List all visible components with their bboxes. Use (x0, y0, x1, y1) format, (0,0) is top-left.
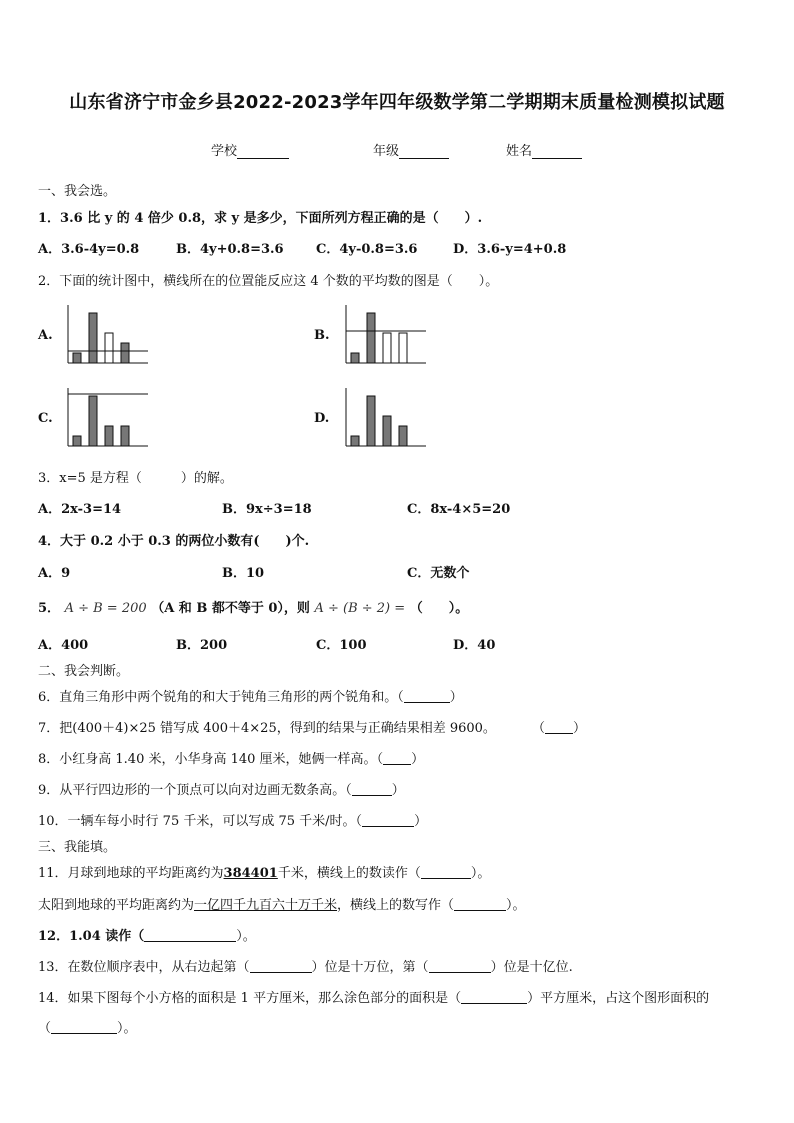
school-blank[interactable] (237, 144, 289, 159)
section-heading-3: 三、我能填。 (38, 840, 117, 855)
bar (105, 426, 113, 446)
q8-paren-close: ） (411, 752, 425, 767)
chart-option-b (340, 305, 430, 367)
q11-number: 384401 (223, 866, 278, 881)
chart-option-d (340, 388, 430, 450)
q2-label-a[interactable]: A. (38, 328, 53, 343)
bar (73, 436, 81, 446)
q11-answer-blank-1[interactable] (421, 865, 471, 879)
q1-option-c[interactable]: C．4y-0.8=3.6 (316, 242, 418, 257)
question-12 (38, 925, 256, 944)
q14-text-4: ）。 (117, 1021, 137, 1036)
q7-paren-open: （ (531, 721, 545, 736)
q9-paren-open: （ (345, 783, 352, 798)
q11-text-1: 11．月球到地球的平均距离约为 (38, 866, 224, 881)
bar (399, 426, 407, 446)
name-label: 姓名 (506, 144, 533, 159)
bar (383, 416, 391, 446)
q10-answer-blank[interactable] (362, 813, 414, 827)
q8-paren-open: （ (376, 752, 384, 767)
q11-words: 一亿四千九百六十万千米 (194, 898, 338, 913)
question-14 (38, 987, 709, 1006)
page-title: 山东省济宁市金乡县2022-2023学年四年级数学第二学期期末质量检测模拟试题 (69, 92, 725, 113)
question-8 (38, 748, 424, 767)
q3-option-a[interactable]: A．2x-3=14 (38, 502, 122, 517)
question-2: 2．下面的统计图中，横线所在的位置能反应这 4 个数的平均数的图是（ ）。 (38, 274, 499, 289)
q13-text-3: ）位是十亿位. (490, 960, 573, 975)
q13-text-1: 13．在数位顺序表中，从右边起第（ (38, 960, 250, 975)
bar (121, 426, 129, 446)
name-blank[interactable] (532, 144, 582, 159)
q5-option-c[interactable]: C．100 (316, 638, 367, 653)
bar (351, 436, 359, 446)
section-heading-1: 一、我会选。 (38, 184, 117, 199)
school-label: 学校 (211, 144, 238, 159)
question-4: 4．大于 0.2 小于 0.3 的两位小数有( )个. (38, 534, 310, 549)
q7-text: 7．把(400＋4)×25 错写成 400＋4×25，得到的结果与正确结果相差 9600。 (38, 721, 496, 736)
q8-answer-blank[interactable] (383, 751, 411, 765)
q9-text: 9．从平行四边形的一个顶点可以向对边画无数条高。 (38, 783, 346, 798)
grade-field (373, 140, 449, 159)
bar (89, 396, 97, 446)
q9-paren-close: ） (391, 783, 405, 798)
chart-option-c (62, 388, 152, 450)
q9-answer-blank[interactable] (352, 782, 392, 796)
q13-answer-blank-2[interactable] (429, 959, 491, 973)
q10-paren-open: （ (355, 814, 363, 829)
question-11 (38, 862, 490, 881)
q11-text-4: 太阳到地球的平均距离约为 (38, 898, 195, 913)
question-13 (38, 956, 573, 975)
question-5 (38, 597, 468, 616)
q5-formula-2: A ÷ (B ÷ 2) = (314, 601, 406, 616)
q11-answer-blank-2[interactable] (454, 897, 506, 911)
section-heading-2: 二、我会判断。 (38, 664, 130, 679)
q3-option-b[interactable]: B．9x÷3=18 (222, 502, 312, 517)
q5-formula-1: A ÷ B = 200 (64, 601, 147, 616)
q5-option-d[interactable]: D．40 (453, 638, 496, 653)
q4-option-b[interactable]: B．10 (222, 566, 265, 581)
bar (121, 343, 129, 363)
q8-text: 8．小红身高 1.40 米，小华身高 140 厘米，她俩一样高。 (38, 752, 377, 767)
q14-text-3: （ (38, 1021, 52, 1036)
school-field (211, 140, 289, 159)
q13-answer-blank-1[interactable] (250, 959, 312, 973)
q10-paren-close: ） (414, 814, 428, 829)
q1-option-d[interactable]: D．3.6-y=4+0.8 (453, 242, 567, 257)
question-10 (38, 810, 427, 829)
question-6 (38, 686, 463, 705)
q14-text-2: ）平方厘米，占这个图形面积的 (527, 991, 710, 1006)
q13-text-2: ）位是十万位，第（ (311, 960, 429, 975)
q5-option-a[interactable]: A．400 (38, 638, 89, 653)
q11-text-5: ，横线上的数写作（ (337, 898, 455, 913)
q5-number: 5． (38, 601, 61, 616)
question-14-b (38, 1017, 137, 1036)
q6-answer-blank[interactable] (404, 689, 450, 703)
bar (367, 313, 375, 363)
q6-paren-open: （ (397, 690, 404, 705)
q1-option-a[interactable]: A．3.6-4y=0.8 (38, 242, 140, 257)
q2-label-d[interactable]: D. (314, 411, 330, 426)
bar (73, 353, 81, 363)
question-9 (38, 779, 405, 798)
chart-option-a (62, 305, 152, 367)
q2-label-c[interactable]: C. (38, 411, 53, 426)
name-field (506, 140, 582, 159)
bar (367, 396, 375, 446)
bar (383, 333, 391, 363)
q12-answer-blank[interactable] (144, 928, 236, 942)
q6-paren-close: ） (449, 690, 463, 705)
question-3: 3．x=5 是方程（ ）的解。 (38, 471, 233, 486)
question-11-b (38, 894, 526, 913)
q14-answer-blank-2[interactable] (51, 1020, 117, 1034)
bar (351, 353, 359, 363)
q6-text: 6．直角三角形中两个锐角的和大于钝角三角形的两个锐角和。 (38, 690, 398, 705)
q1-option-b[interactable]: B．4y+0.8=3.6 (176, 242, 284, 257)
q4-option-a[interactable]: A．9 (38, 566, 71, 581)
q5-text: （A 和 B 都不等于 0），则 (151, 601, 310, 616)
q3-option-c[interactable]: C．8x-4×5=20 (407, 502, 511, 517)
q11-text-2: 千米，横线上的数读作（ (277, 866, 421, 881)
bar (105, 333, 113, 363)
q7-answer-blank[interactable] (545, 720, 573, 734)
q5-end: （ ）。 (409, 601, 469, 616)
bar (89, 313, 97, 363)
bar (399, 333, 407, 363)
q11-text-6: ）。 (506, 898, 526, 913)
q4-option-c[interactable]: C．无数个 (407, 566, 470, 581)
q12-text-2: ）。 (236, 929, 256, 944)
question-7 (38, 717, 586, 736)
question-1: 1．3.6 比 y 的 4 倍少 0.8，求 y 是多少，下面所列方程正确的是（ ）. (38, 211, 483, 226)
q10-text: 10．一辆车每小时行 75 千米，可以写成 75 千米/时。 (38, 814, 356, 829)
q11-text-3: ）。 (470, 866, 491, 881)
q2-label-b[interactable]: B. (314, 328, 330, 343)
q14-answer-blank-1[interactable] (461, 990, 527, 1004)
q12-text-1: 12．1.04 读作（ (38, 929, 145, 944)
q7-paren-close: ） (572, 721, 586, 736)
grade-blank[interactable] (399, 144, 449, 159)
q14-text-1: 14．如果下图每个小方格的面积是 1 平方厘米，那么涂色部分的面积是（ (38, 991, 462, 1006)
q5-option-b[interactable]: B．200 (176, 638, 228, 653)
grade-label: 年级 (373, 144, 400, 159)
